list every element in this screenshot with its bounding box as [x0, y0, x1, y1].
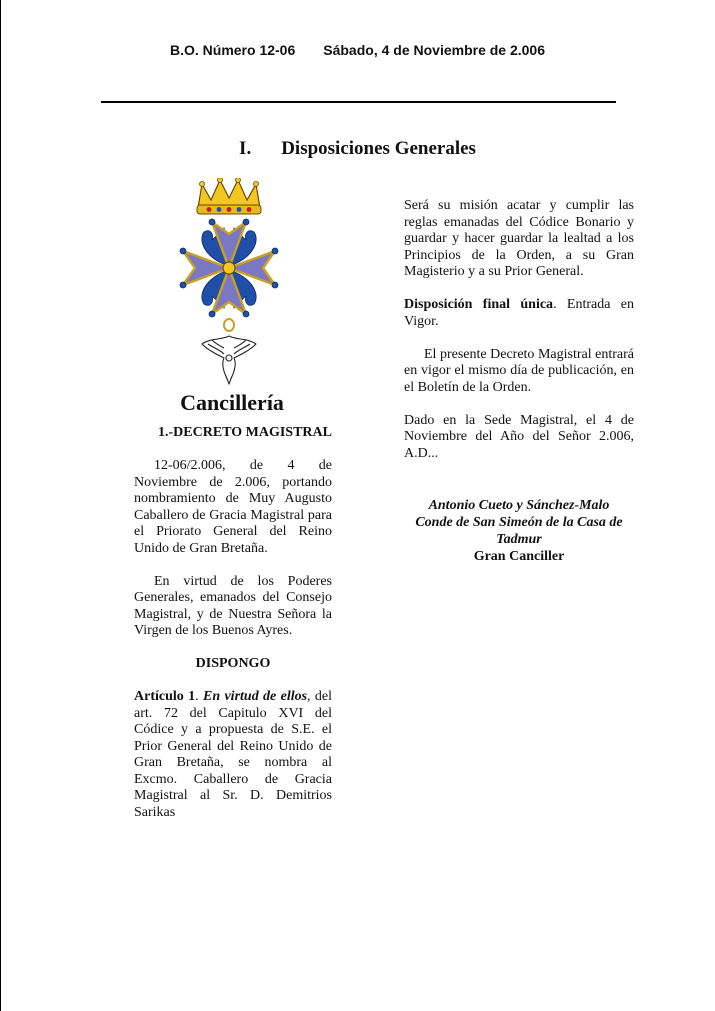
final-provision-text: . Entrada en Vigor.: [404, 297, 634, 329]
article-italic: En virtud de ellos: [202, 689, 308, 704]
right-column: [404, 198, 634, 479]
bulletin-date: Sábado, 4 de Noviembre de 2.006: [323, 42, 546, 58]
given-at: Dado en la Sede Magistral, el 4 de Noviembre del Año del Señor 2.006, A.D...: [404, 412, 634, 461]
entry-into-force: El presente Decreto Magistral entrará en vigor el mismo día de publicación, en el Boletín de la Orden.: [404, 346, 634, 395]
final-provision-label: Disposición final única: [404, 297, 554, 312]
signatory-title: Conde de San Simeón de la Casa de Tadmur: [415, 515, 623, 547]
decree-heading: 1.-DECRETO MAGISTRAL: [158, 425, 332, 440]
office-heading: Cancillería: [180, 390, 284, 415]
crown-icon: [197, 178, 261, 214]
dove-icon: [202, 336, 256, 384]
signatory-name: Antonio Cueto y Sánchez-Malo: [428, 498, 610, 513]
section-title: [0, 138, 715, 160]
section-number: I.: [239, 138, 252, 159]
signatory-role: Gran Canciller: [473, 549, 565, 564]
article-text: , del art. 72 del Capitulo XVI del Códice y a propuesta de S.E. el Prior General del Reino Unido de Gran Bretaña, se nombra al Excmo. Caballero de Gracia Magistral al Sr. D. Demitrios Sarikas: [134, 689, 333, 820]
left-column: [134, 458, 332, 838]
header-rule: [101, 101, 616, 103]
powers-paragraph: En virtud de los Poderes Generales, emanados del Consejo Magistral, y de Nuestra Señora la Virgen de los Buenos Ayres.: [134, 573, 332, 638]
section-title-text: Disposiciones Generales: [281, 138, 476, 159]
article-1: Artículo 1. En virtud de ellos, del art. 72 del Capitulo XVI del Códice y a propuesta de S.E. el Prior General del Reino Unido de Gran Bretaña, se nombra al Excmo. Caballero de Gracia Magistral al Sr. D. Demitrios Sarikas: [134, 689, 333, 820]
article-label: Artículo 1: [134, 689, 196, 704]
signature-block: [404, 497, 634, 565]
bulletin-number: B.O. Número 12-06: [169, 42, 296, 58]
dispongo-heading: DISPONGO: [195, 656, 271, 671]
decree-intro: 12-06/2.006, de 4 de Noviembre de 2.006, portando nombramiento de Muy Augusto Caballero de Gracia Magistral para el Priorato General del Reino Unido de Gran Bretaña.: [134, 458, 332, 556]
mission-paragraph: Será su misión acatar y cumplir las reglas emanadas del Códice Bonario y guardar y hacer guardar la lealtad a los Principios de la Orden, a su Gran Magisterio y a su Prior General.: [404, 198, 634, 279]
order-cross-emblem-icon: [164, 178, 294, 390]
bulletin-header: [0, 42, 715, 58]
final-provision: [404, 297, 634, 330]
